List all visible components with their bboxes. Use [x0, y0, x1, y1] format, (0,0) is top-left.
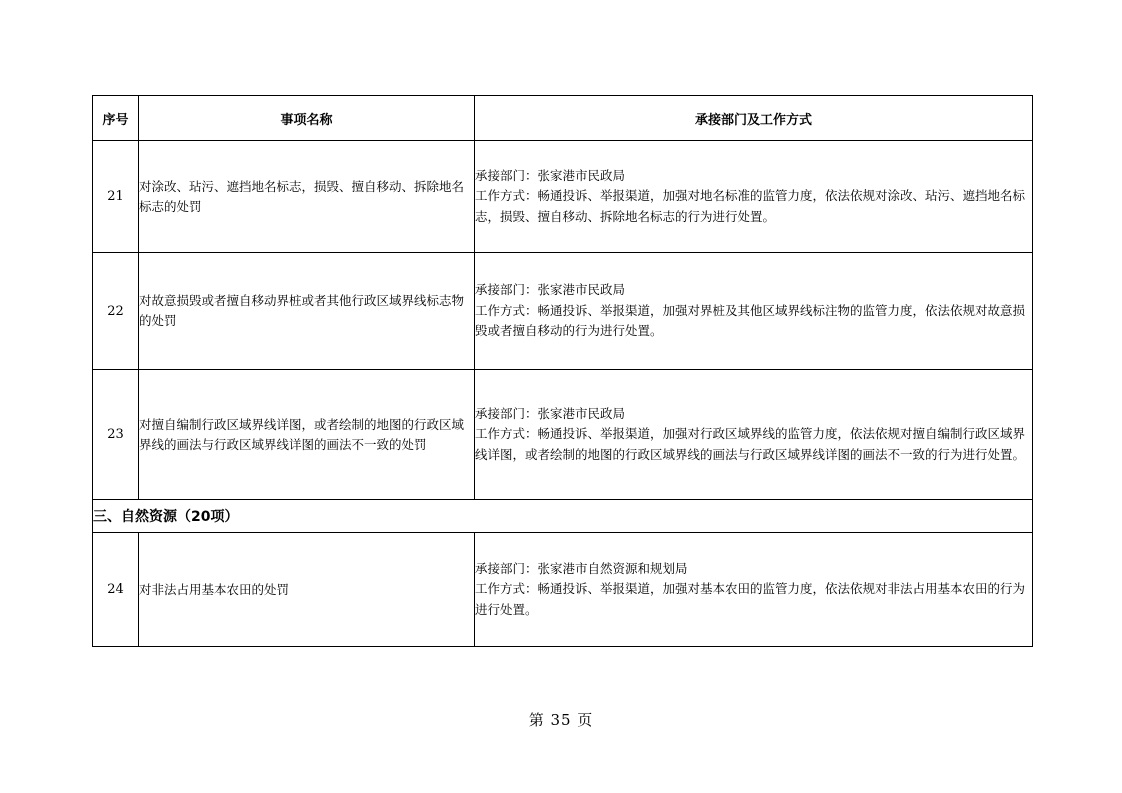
table-row — [93, 253, 1033, 370]
row-department: 承接部门：张家港市民政局 — [475, 167, 626, 183]
item-table — [92, 95, 1033, 647]
row-item-name: 对故意损毁或者擅自移动界桩或者其他行政区域界线标志物的处罚 — [139, 253, 475, 370]
header-department-method: 承接部门及工作方式 — [475, 96, 1033, 141]
row-department-method — [475, 253, 1033, 370]
row-department-method — [475, 533, 1033, 647]
row-department-method — [475, 141, 1033, 253]
row-number: 21 — [93, 141, 139, 253]
row-department: 承接部门：张家港市民政局 — [475, 282, 626, 298]
row-number: 23 — [93, 370, 139, 500]
row-method: 工作方式：畅通投诉、举报渠道，加强对界桩及其他区域界线标注物的监管力度，依法依规对故意损毁或者擅自移动的行为进行处置。 — [475, 302, 1026, 339]
row-number: 22 — [93, 253, 139, 370]
row-department: 承接部门：张家港市自然资源和规划局 — [475, 560, 688, 576]
row-department: 承接部门：张家港市民政局 — [475, 405, 626, 421]
page-number: 第 35 页 — [528, 711, 594, 729]
header-item-name: 事项名称 — [139, 96, 475, 141]
table-row — [93, 370, 1033, 500]
header-number: 序号 — [93, 96, 139, 141]
row-item-name: 对擅自编制行政区域界线详图，或者绘制的地图的行政区域界线的画法与行政区域界线详图的画法不一致的处罚 — [139, 370, 475, 500]
section-row — [93, 500, 1033, 533]
row-method: 工作方式：畅通投诉、举报渠道，加强对基本农田的监管力度，依法依规对非法占用基本农田的行为进行处置。 — [475, 581, 1026, 617]
row-department-method — [475, 370, 1033, 500]
row-number: 24 — [93, 533, 139, 647]
row-method: 工作方式：畅通投诉、举报渠道，加强对地名标准的监管力度，依法依规对涂改、玷污、遮挡地名标志，损毁、擅自移动、拆除地名标志的行为进行处置。 — [475, 188, 1026, 224]
section-title: 三、自然资源（20项） — [93, 500, 1033, 533]
table-row — [93, 141, 1033, 253]
row-item-name: 对涂改、玷污、遮挡地名标志，损毁、擅自移动、拆除地名标志的处罚 — [139, 141, 475, 253]
row-method: 工作方式：畅通投诉、举报渠道，加强对行政区域界线的监管力度，依法依规对擅自编制行政区域界线详图，或者绘制的地图的行政区域界线的画法与行政区域界线详图的画法不一致的行为进行处置。 — [475, 426, 1026, 462]
table-header-row — [93, 96, 1033, 141]
row-item-name: 对非法占用基本农田的处罚 — [139, 533, 475, 647]
table-row — [93, 533, 1033, 647]
